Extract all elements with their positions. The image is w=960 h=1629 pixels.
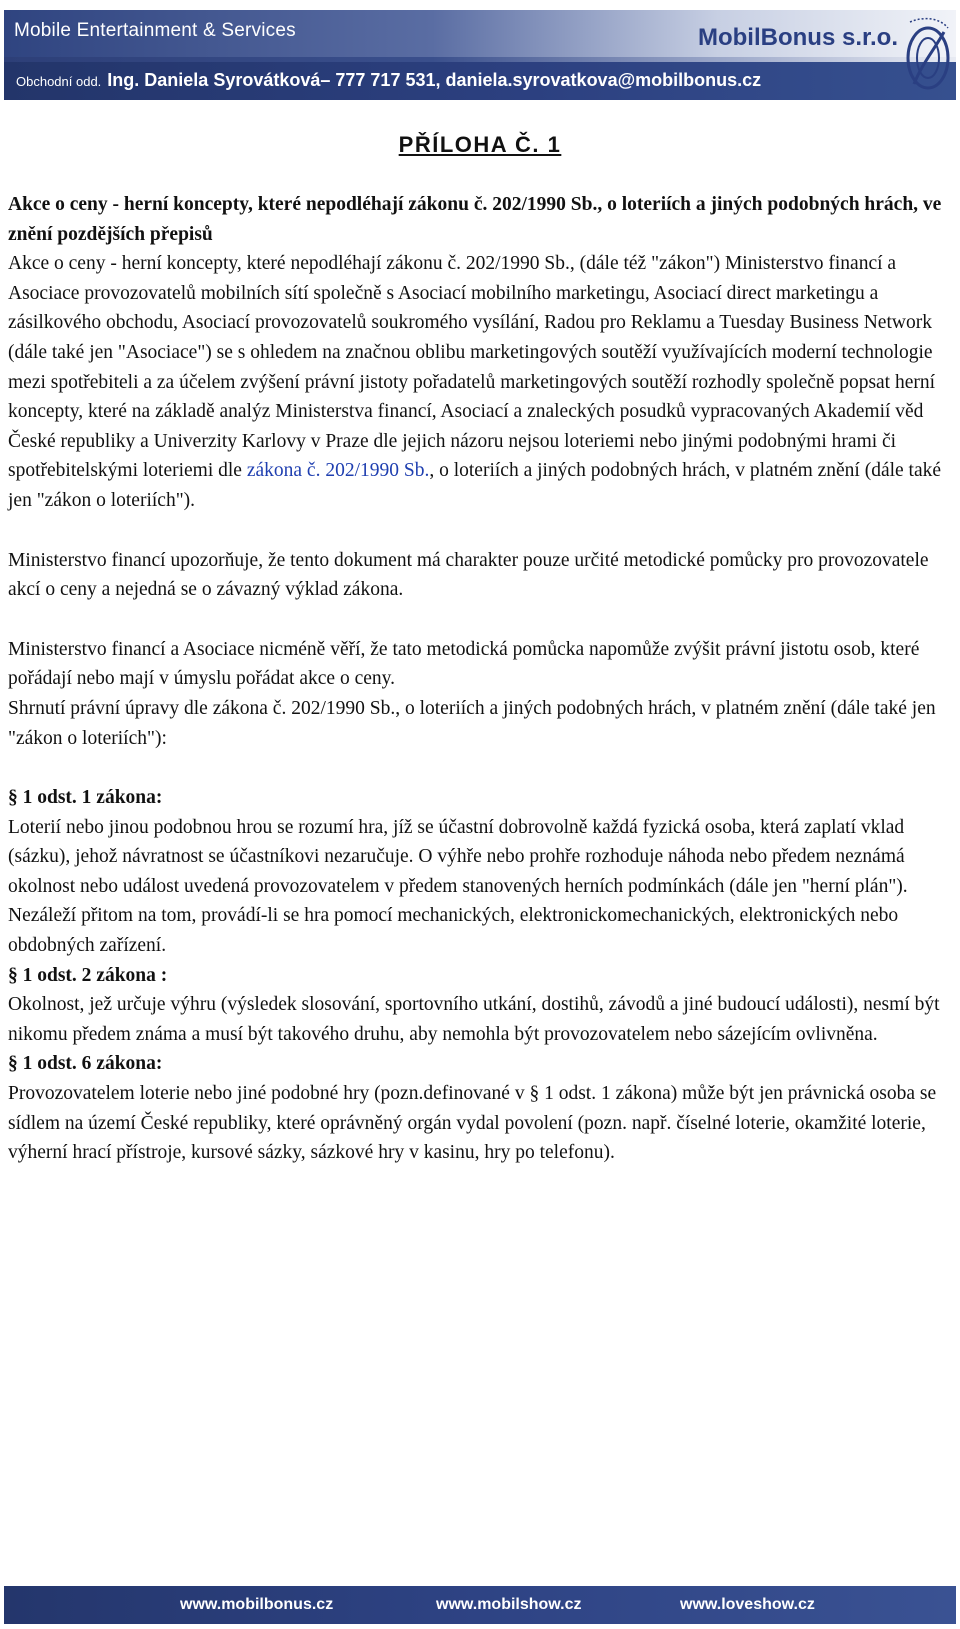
company-name-right xyxy=(698,24,898,52)
contact-details: Ing. Daniela Syrovátková– 777 717 531, daniela.syrovatkova@mobilbonus.cz xyxy=(107,70,762,90)
mobilbonus-logo-icon xyxy=(900,14,952,94)
section-1-6-heading: § 1 odst. 6 zákona: xyxy=(8,1053,163,1075)
intro-text-end: , o loteriích a jiných podobných hrách, v platném znění (dále také jen "zákon o loteriích"). xyxy=(8,460,942,511)
header-banner xyxy=(4,10,956,100)
section-1-6-text: Provozovatelem loterie nebo jiné podobné hry (pozn.definované v § 1 odst. 1 zákona) může být jen právnická osoba se sídlem na území České republiky, které oprávněný orgán vydal povolení (pozn. např. číselné loterie, okamžité loterie, výherní hrací přístroje, kursové sázky, sázkové hry v kasinu, hry po telefonu). xyxy=(8,1083,937,1164)
brand-name: MobilBonus xyxy=(697,24,836,51)
brand-suffix: s.r.o. xyxy=(841,24,898,51)
summary-paragraph: Shrnutí právní úpravy dle zákona č. 202/1990 Sb., o loteriích a jiných podobných hrách, v platném znění (dále také jen "zákon o loteriích"): xyxy=(8,697,936,749)
belief-paragraph: Ministerstvo financí a Asociace nicméně věří, že tato metodická pomůcka napomůže zvýšit právní jistotu osob, které pořádají nebo mají v úmyslu pořádat akce o ceny. xyxy=(8,638,920,690)
footer-link-mobilbonus[interactable]: www.mobilbonus.cz xyxy=(180,1596,334,1613)
contact-line xyxy=(16,70,761,91)
intro-text-start: Akce o ceny - herní koncepty, které nepodléhají zákonu č. 202/1990 Sb., (dále též "zákon") Ministerstvo financí a Asociace provozovatelů mobilních sítí společně s Asociací mobilního marketingu, Asociací direct marketingu a zásilkového obchodu, Asociací provozovatelů soukromého vysílání, Radou pro Reklamu a Tuesday Business Network (dále také jen "Asociace") se s ohledem na značnou oblibu marketingových soutěží využívajících moderní technologie mezi spotřebiteli a za účelem zvýšení právní jistoty pořadatelů marketingových soutěží rozhodly společně popsat herní koncepty, které na základě analýz Ministerstva financí, Asociací a znaleckých posudků vypracovaných Akademií věd České republiky a Univerzity Karlovy v Praze dle jejich názoru nejsou loteriemi nebo jinými podobnými hrami či spotřebitelskými loteriemi dle xyxy=(8,253,936,482)
notice-paragraph: Ministerstvo financí upozorňuje, že tento dokument má charakter pouze určité metodické pomůcky pro provozovatele akcí o ceny a nejedná se o závazný výklad zákona. xyxy=(8,549,929,601)
contact-prefix: Obchodní odd. xyxy=(16,74,102,89)
footer-link-mobilshow[interactable]: www.mobilshow.cz xyxy=(436,1596,582,1613)
section-1-1-heading: § 1 odst. 1 zákona: xyxy=(8,787,163,809)
section-1-2-text: Okolnost, jež určuje výhru (výsledek slosování, sportovního utkání, dostihů, závodů a jiné budoucí události), nesmí být nikomu předem známa a musí být takového druhu, aby nemohla být provozovatelem nebo sázejícím ovlivněna. xyxy=(8,994,940,1045)
section-1-2-heading: § 1 odst. 2 zákona : xyxy=(8,964,168,986)
intro-paragraph xyxy=(8,249,943,515)
document-body xyxy=(8,190,943,1168)
company-name-left: Mobile Entertainment & Services xyxy=(14,20,296,41)
footer-banner xyxy=(4,1586,956,1624)
section-heading: Akce o ceny - herní koncepty, které nepodléhají zákonu č. 202/1990 Sb., o loteriích a jiných podobných hrách, ve znění pozdějších přepisů xyxy=(8,194,942,245)
section-1-1-text: Loterií nebo jinou podobnou hrou se rozumí hra, jíž se účastní dobrovolně každá fyzická osoba, která zaplatí vklad (sázku), jehož návratnost se účastníkovi nezaručuje. O výhře nebo prohře rozhoduje náhoda nebo předem neznámá okolnost nebo událost uvedená provozovatelem v předem stanovených herních podmínkách (dále jen "herní plán"). Nezáleží přitom na tom, provádí-li se hra pomocí mechanických, elektronickomechanických, elektronických nebo obdobných zařízení. xyxy=(8,816,908,957)
document-title: PŘÍLOHA Č. 1 xyxy=(398,132,562,157)
footer-link-loveshow[interactable]: www.loveshow.cz xyxy=(680,1596,815,1613)
law-link[interactable]: zákona č. 202/1990 Sb. xyxy=(246,460,430,482)
